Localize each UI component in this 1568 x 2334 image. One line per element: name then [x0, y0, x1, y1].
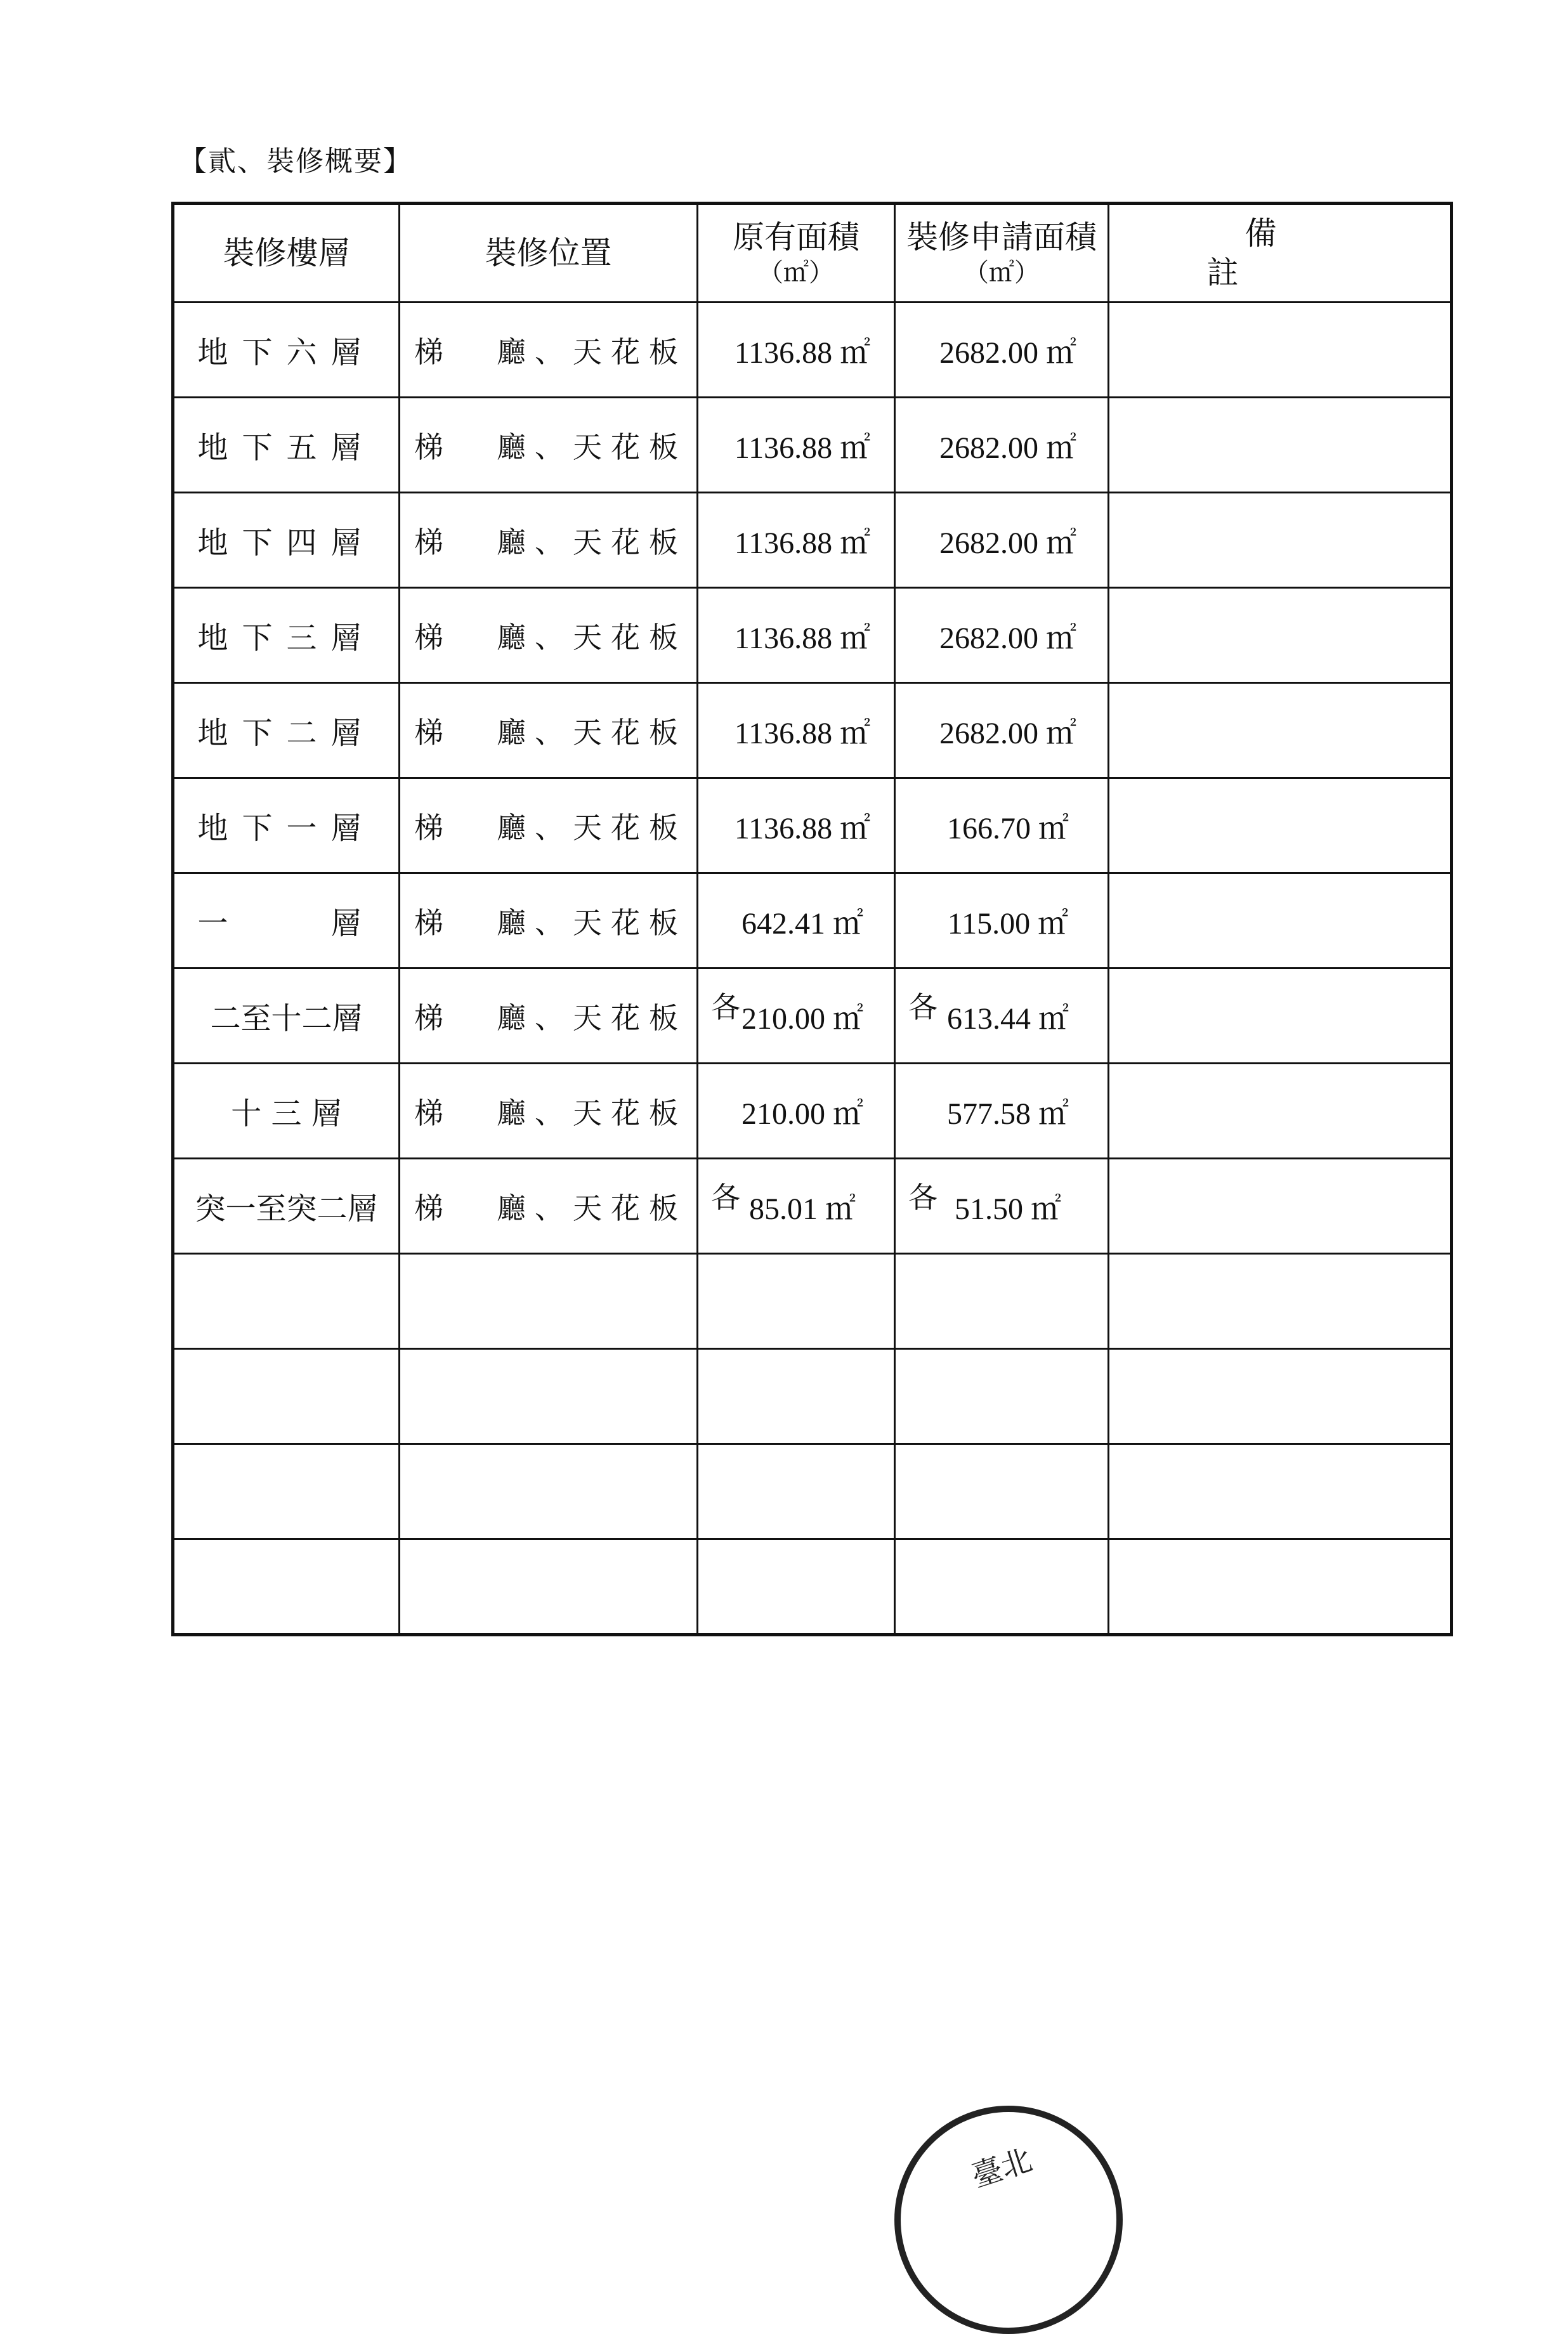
position-cell [400, 303, 698, 398]
position-part-a: 梯 [414, 905, 443, 940]
empty-cell [698, 1539, 895, 1635]
section-title: 【貳、裝修概要】 [179, 145, 412, 178]
floor-cell: 地下二層 [173, 683, 400, 778]
note-cell [1109, 303, 1452, 398]
position-cell [400, 778, 698, 873]
applied-area-cell [895, 968, 1109, 1064]
empty-cell [895, 1254, 1109, 1349]
table-row [173, 493, 1452, 588]
original-area-value: 85.01 ㎡ [748, 1192, 856, 1226]
original-area-cell [698, 873, 895, 968]
empty-cell [1109, 1254, 1452, 1349]
original-area-value: 1136.88 ㎡ [734, 431, 871, 465]
position-part-b: 廳、天花板 [497, 1190, 687, 1225]
table-row [173, 968, 1452, 1064]
table-row [173, 1254, 1452, 1349]
original-area-cell [698, 778, 895, 873]
applied-area-value: 2682.00 ㎡ [939, 622, 1076, 655]
original-area-value: 1136.88 ㎡ [734, 622, 871, 655]
applied-area-cell [895, 1159, 1109, 1254]
official-seal [894, 2106, 1123, 2334]
header-applied-area-unit: （㎡） [964, 258, 1040, 287]
empty-cell [895, 1539, 1109, 1635]
position-part-b: 廳、天花板 [497, 334, 687, 369]
original-area-cell [698, 588, 895, 683]
seal-text: 臺北 [967, 2142, 1036, 2195]
position-part-a: 梯 [414, 810, 443, 845]
note-cell [1109, 778, 1452, 873]
note-cell [1109, 398, 1452, 493]
renovation-summary-table [171, 202, 1453, 1636]
applied-area-cell [895, 873, 1109, 968]
empty-cell [698, 1349, 895, 1444]
position-part-b: 廳、天花板 [497, 620, 687, 655]
position-part-b: 廳、天花板 [497, 429, 687, 464]
table-header-row [173, 204, 1452, 303]
table-row [173, 398, 1452, 493]
note-cell [1109, 493, 1452, 588]
empty-cell [400, 1539, 698, 1635]
applied-area-value: 115.00 ㎡ [947, 907, 1069, 941]
floor-cell: 地下三層 [173, 588, 400, 683]
position-part-a: 梯 [414, 620, 443, 655]
applied-area-value: 166.70 ㎡ [946, 812, 1069, 845]
floor-cell: 突一至突二層 [173, 1159, 400, 1254]
position-cell [400, 968, 698, 1064]
position-cell [400, 873, 698, 968]
note-cell [1109, 1064, 1452, 1159]
table-row [173, 778, 1452, 873]
table-body [173, 303, 1452, 1635]
position-cell [400, 1159, 698, 1254]
applied-area-value: 51.50 ㎡ [954, 1192, 1061, 1226]
position-part-a: 梯 [414, 715, 443, 750]
empty-cell [173, 1349, 400, 1444]
original-area-value: 210.00 ㎡ [741, 1097, 863, 1131]
empty-cell [1109, 1539, 1452, 1635]
position-part-b: 廳、天花板 [497, 525, 687, 559]
original-area-value: 1136.88 ㎡ [734, 526, 871, 560]
applied-area-value: 2682.00 ㎡ [939, 431, 1076, 465]
empty-cell [400, 1349, 698, 1444]
applied-area-value: 2682.00 ㎡ [939, 336, 1076, 370]
header-original-area-unit: （㎡） [758, 258, 834, 287]
header-position: 裝修位置 [400, 204, 698, 303]
original-area-cell [698, 398, 895, 493]
floor-cell: 地下六層 [173, 303, 400, 398]
applied-area-cell [895, 303, 1109, 398]
position-part-a: 梯 [414, 334, 443, 369]
applied-area-value: 613.44 ㎡ [946, 1002, 1069, 1036]
position-cell [400, 1064, 698, 1159]
header-note [1109, 204, 1452, 303]
table-row [173, 588, 1452, 683]
original-area-cell [698, 1159, 895, 1254]
applied-area-cell [895, 683, 1109, 778]
floor-cell: 地下一層 [173, 778, 400, 873]
note-cell [1109, 683, 1452, 778]
original-area-cell [698, 683, 895, 778]
position-cell [400, 398, 698, 493]
empty-cell [698, 1254, 895, 1349]
position-cell [400, 683, 698, 778]
position-part-a: 梯 [414, 429, 443, 464]
table-row [173, 873, 1452, 968]
empty-cell [1109, 1349, 1452, 1444]
note-cell [1109, 1159, 1452, 1254]
original-area-cell [698, 1064, 895, 1159]
position-cell [400, 493, 698, 588]
original-area-value: 1136.88 ㎡ [734, 812, 871, 845]
empty-cell [173, 1444, 400, 1539]
floor-cell: 一 層 [173, 873, 400, 968]
note-cell [1109, 968, 1452, 1064]
empty-cell [173, 1254, 400, 1349]
applied-area-cell [895, 493, 1109, 588]
floor-cell: 十 三 層 [173, 1064, 400, 1159]
applied-area-cell [895, 778, 1109, 873]
original-area-cell [698, 968, 895, 1064]
each-mark: 各 [908, 1180, 938, 1215]
empty-cell [895, 1349, 1109, 1444]
table-row [173, 1064, 1452, 1159]
empty-cell [173, 1539, 400, 1635]
position-part-a: 梯 [414, 1000, 443, 1035]
applied-area-value: 577.58 ㎡ [946, 1097, 1069, 1131]
position-part-a: 梯 [414, 1190, 443, 1225]
empty-cell [400, 1254, 698, 1349]
empty-cell [895, 1444, 1109, 1539]
position-part-b: 廳、天花板 [497, 905, 687, 940]
table-row [173, 303, 1452, 398]
position-cell [400, 588, 698, 683]
floor-cell: 地下五層 [173, 398, 400, 493]
original-area-cell [698, 493, 895, 588]
table-row [173, 1444, 1452, 1539]
position-part-a: 梯 [414, 525, 443, 559]
empty-cell [400, 1444, 698, 1539]
empty-cell [1109, 1444, 1452, 1539]
header-applied-area [895, 204, 1109, 303]
header-floor: 裝修樓層 [173, 204, 400, 303]
original-area-value: 210.00 ㎡ [741, 1002, 863, 1036]
header-original-area-label: 原有面積 [733, 218, 859, 256]
table-row [173, 1539, 1452, 1635]
applied-area-value: 2682.00 ㎡ [939, 526, 1076, 560]
table-row [173, 683, 1452, 778]
original-area-value: 1136.88 ㎡ [734, 717, 871, 750]
empty-cell [698, 1444, 895, 1539]
each-mark: 各 [908, 990, 938, 1024]
original-area-value: 1136.88 ㎡ [734, 336, 871, 370]
position-part-b: 廳、天花板 [497, 810, 687, 845]
note-cell [1109, 873, 1452, 968]
table-row [173, 1159, 1452, 1254]
each-mark: 各 [711, 1180, 740, 1215]
table-row [173, 1349, 1452, 1444]
applied-area-cell [895, 588, 1109, 683]
applied-area-value: 2682.00 ㎡ [939, 717, 1076, 750]
floor-cell: 地下四層 [173, 493, 400, 588]
applied-area-cell [895, 1064, 1109, 1159]
original-area-value: 642.41 ㎡ [741, 907, 863, 941]
header-original-area [698, 204, 895, 303]
header-applied-area-label: 裝修申請面積 [906, 218, 1097, 256]
position-part-b: 廳、天花板 [497, 1000, 687, 1035]
applied-area-cell [895, 398, 1109, 493]
each-mark: 各 [711, 990, 740, 1024]
position-part-b: 廳、天花板 [497, 1095, 687, 1130]
position-part-b: 廳、天花板 [497, 715, 687, 750]
header-note-label: 備註 [1206, 214, 1391, 291]
floor-cell: 二至十二層 [173, 968, 400, 1064]
note-cell [1109, 588, 1452, 683]
original-area-cell [698, 303, 895, 398]
position-part-a: 梯 [414, 1095, 443, 1130]
